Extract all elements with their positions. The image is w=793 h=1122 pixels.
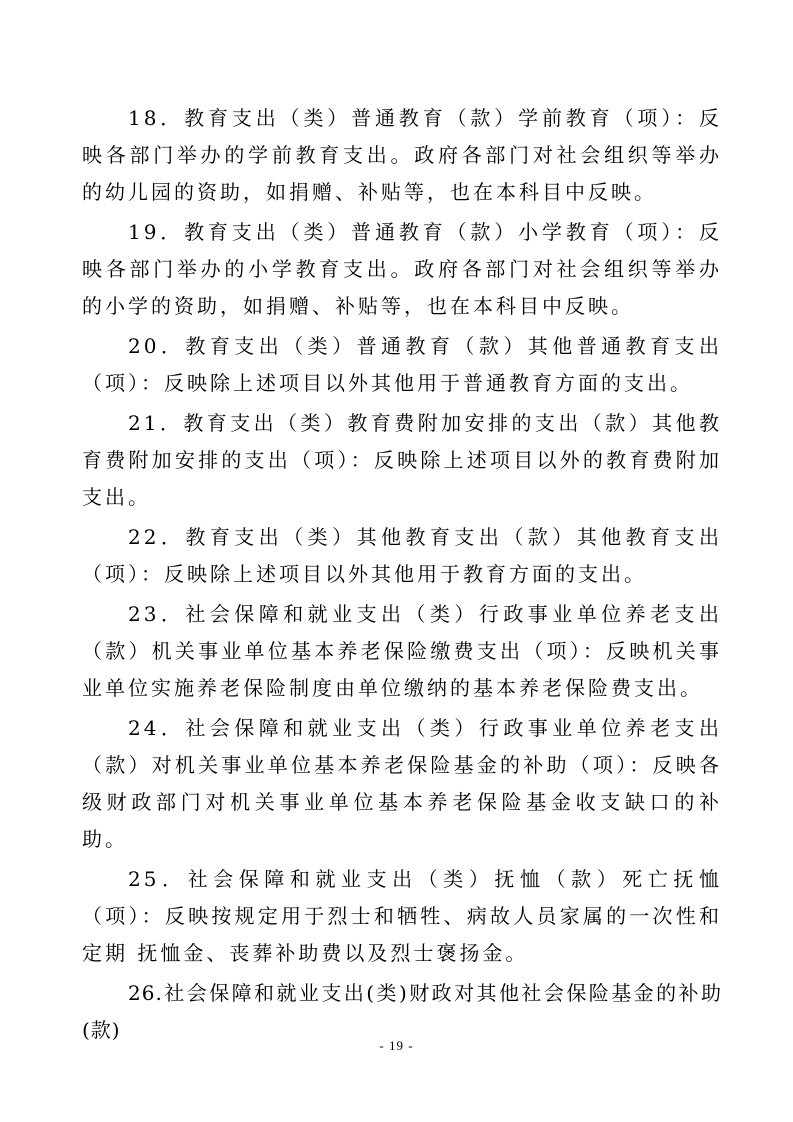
- paragraph-21: 21．教育支出（类）教育费附加安排的支出（款）其他教育费附加安排的支出（项）：反映除上述项目以外的教育费附加支出。: [82, 411, 722, 509]
- paragraph-20: 20．教育支出（类）普通教育（款）其他普通教育支出（项）：反映除上述项目以外其他用于普通教育方面的支出。: [82, 334, 722, 395]
- paragraph-24: 24．社会保障和就业支出（类）行政事业单位养老支出（款）对机关事业单位基本养老保险基金的补助（项）：反映各级财政部门对机关事业单位基本养老保险基金收支缺口的补助。: [82, 716, 722, 851]
- document-body: [82, 100, 722, 1052]
- paragraph-26: 26.社会保障和就业支出(类)财政对其他社会保险基金的补助(款): [82, 981, 722, 1042]
- page-number: - 19 -: [379, 1038, 414, 1053]
- paragraph-22: 22．教育支出（类）其他教育支出（款）其他教育支出（项）：反映除上述项目以外其他用于教育方面的支出。: [82, 525, 722, 586]
- paragraph-18: 18．教育支出（类）普通教育（款）学前教育（项）：反映各部门举办的学前教育支出。政府各部门对社会组织等举办的幼儿园的资助，如捐赠、补贴等，也在本科目中反映。: [82, 106, 722, 204]
- paragraph-23: 23．社会保障和就业支出（类）行政事业单位养老支出（款）机关事业单位基本养老保险缴费支出（项）：反映机关事业单位实施养老保险制度由单位缴纳的基本养老保险费支出。: [82, 602, 722, 700]
- paragraph-25: 25．社会保障和就业支出（类）抚恤（款）死亡抚恤（项）：反映按规定用于烈士和牺牲、病故人员家属的一次性和定期 抚恤金、丧葬补助费以及烈士褒扬金。: [82, 867, 722, 965]
- paragraph-19: 19．教育支出（类）普通教育（款）小学教育（项）：反映各部门举办的小学教育支出。政府各部门对社会组织等举办的小学的资助，如捐赠、补贴等，也在本科目中反映。: [82, 220, 722, 318]
